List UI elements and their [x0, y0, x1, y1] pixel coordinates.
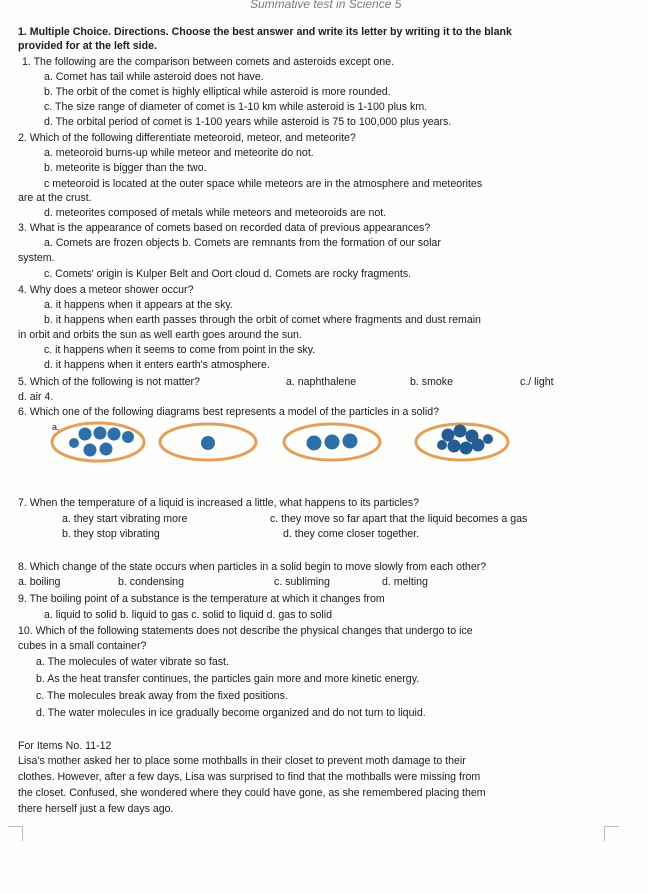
q2-option-d: d. meteorites composed of metals while meteors and meteoroids are not.	[44, 207, 387, 219]
passage-line-3: the closet. Confused, she wondered where they could have gone, as she remembered placing them	[18, 787, 486, 799]
q5-option-c: c./ light	[520, 376, 554, 388]
particle	[94, 427, 107, 440]
particle	[454, 425, 467, 438]
q3-options-ab: a. Comets are frozen objects b. Comets are remnants from the formation of our solar	[44, 237, 441, 249]
particle	[100, 443, 113, 456]
particle	[442, 429, 455, 442]
particle	[472, 439, 485, 452]
q7-option-d: d. they come closer together.	[283, 528, 420, 540]
instructions-line-1: 1. Multiple Choice. Directions. Choose the best answer and write its letter by writing it to the blank	[18, 26, 512, 38]
q9-options: a. liquid to solid b. liquid to gas c. solid to liquid d. gas to solid	[44, 609, 332, 621]
q7-option-a: a. they start vibrating more	[62, 513, 188, 525]
q6-label-a: a.	[52, 422, 60, 432]
passage-line-2: clothes. However, after a few days, Lisa was surprised to find that the mothballs were missing from	[18, 771, 481, 783]
q1-stem: 1. The following are the comparison between comets and asteroids except one.	[22, 56, 394, 68]
particle	[448, 440, 461, 453]
particle	[84, 444, 97, 457]
crop-mark-left	[8, 826, 23, 841]
cut-off-title: Summative test in Science 5	[250, 0, 402, 8]
crop-mark-right	[604, 826, 619, 841]
q10-option-d: d. The water molecules in ice gradually become organized and do not turn to liquid.	[36, 707, 426, 719]
q8-option-a: a. boiling	[18, 576, 61, 588]
particle	[483, 434, 493, 444]
passage-line-4: there herself just a few days ago.	[18, 803, 174, 815]
q4-option-d: d. it happens when it enters earth's atmosphere.	[44, 359, 270, 371]
q9-stem: 9. The boiling point of a substance is the temperature at which it changes from	[18, 593, 385, 605]
q8-option-c: c. subliming	[274, 576, 330, 588]
particle	[108, 428, 121, 441]
q5-option-d: d. air 4.	[18, 391, 54, 403]
q3-stem: 3. What is the appearance of comets based on recorded data of previous appearances?	[18, 222, 431, 234]
q8-option-b: b. condensing	[118, 576, 184, 588]
diagram-c	[284, 424, 380, 460]
q2-stem: 2. Which of the following differentiate meteoroid, meteor, and meteorite?	[18, 132, 356, 144]
q7-stem: 7. When the temperature of a liquid is increased a little, what happens to its particles?	[18, 497, 420, 509]
particle	[79, 428, 92, 441]
particle	[460, 442, 473, 455]
q6-diagrams	[50, 421, 510, 463]
q2-option-c-line1: c meteoroid is located at the outer space while meteors are in the atmosphere and meteorites	[44, 178, 483, 190]
q2-option-a: a. meteoroid burns-up while meteor and meteorite do not.	[44, 147, 314, 159]
q7-option-b: b. they stop vibrating	[62, 528, 160, 540]
q1-option-d: d. The orbital period of comet is 1-100 years while asteroid is 75 to 100,000 plus years.	[44, 116, 452, 128]
q8-option-d: d. melting	[382, 576, 428, 588]
q4-option-c: c. it happens when it seems to come from point in the sky.	[44, 344, 316, 356]
q2-option-c-line2: are at the crust.	[18, 192, 92, 204]
particle	[343, 434, 358, 449]
particle	[201, 436, 215, 450]
q10-stem-line2: cubes in a small container?	[18, 640, 147, 652]
particle	[307, 436, 322, 451]
q10-stem-line1: 10. Which of the following statements does not describe the physical changes that undergo to ice	[18, 625, 473, 637]
passage-line-1: Lisa's mother asked her to place some mothballs in their closet to prevent moth damage to their	[18, 755, 466, 767]
q5-option-a: a. naphthalene	[286, 376, 357, 388]
q4-option-a: a. it happens when it appears at the sky.	[44, 299, 233, 311]
q1-option-b: b. The orbit of the comet is highly elliptical while asteroid is more rounded.	[44, 86, 391, 98]
q4-stem: 4. Why does a meteor shower occur?	[18, 284, 194, 296]
q6-stem: 6. Which one of the following diagrams best represents a model of the particles in a solid?	[18, 406, 440, 418]
particle	[325, 435, 340, 450]
particle	[437, 440, 447, 450]
q3-options-cd: c. Comets' origin is Kulper Belt and Oort cloud d. Comets are rocky fragments.	[44, 268, 412, 280]
q4-option-b-line1: b. it happens when earth passes through the orbit of comet where fragments and dust remain	[44, 314, 481, 326]
q10-option-b: b. As the heat transfer continues, the particles gain more and more kinetic energy.	[36, 673, 420, 685]
diagram-a	[52, 423, 144, 461]
instructions-line-2: provided for at the left side.	[18, 40, 157, 52]
q10-option-c: c. The molecules break away from the fixed positions.	[36, 690, 288, 702]
q2-option-b: b. meteorite is bigger than the two.	[44, 162, 207, 174]
q3-options-ab-cont: system.	[18, 252, 55, 264]
q1-option-c: c. The size range of diameter of comet is 1-10 km while asteroid is 1-100 plus km.	[44, 101, 428, 113]
q5-stem: 5. Which of the following is not matter?	[18, 376, 200, 388]
q5-option-b: b. smoke	[410, 376, 453, 388]
q4-option-b-line2: in orbit and orbits the sun as well earth goes around the sun.	[18, 329, 302, 341]
q10-option-a: a. The molecules of water vibrate so fast.	[36, 656, 229, 668]
passage-heading: For Items No. 11-12	[18, 740, 112, 752]
q1-option-a: a. Comet has tail while asteroid does not have.	[44, 71, 264, 83]
q7-option-c: c. they move so far apart that the liquid becomes a gas	[270, 513, 528, 525]
diagram-b	[160, 424, 256, 460]
q8-stem: 8. Which change of the state occurs when particles in a solid begin to move slowly from each other?	[18, 561, 487, 573]
diagram-d	[416, 424, 508, 460]
particle	[69, 438, 79, 448]
particle	[122, 431, 134, 443]
